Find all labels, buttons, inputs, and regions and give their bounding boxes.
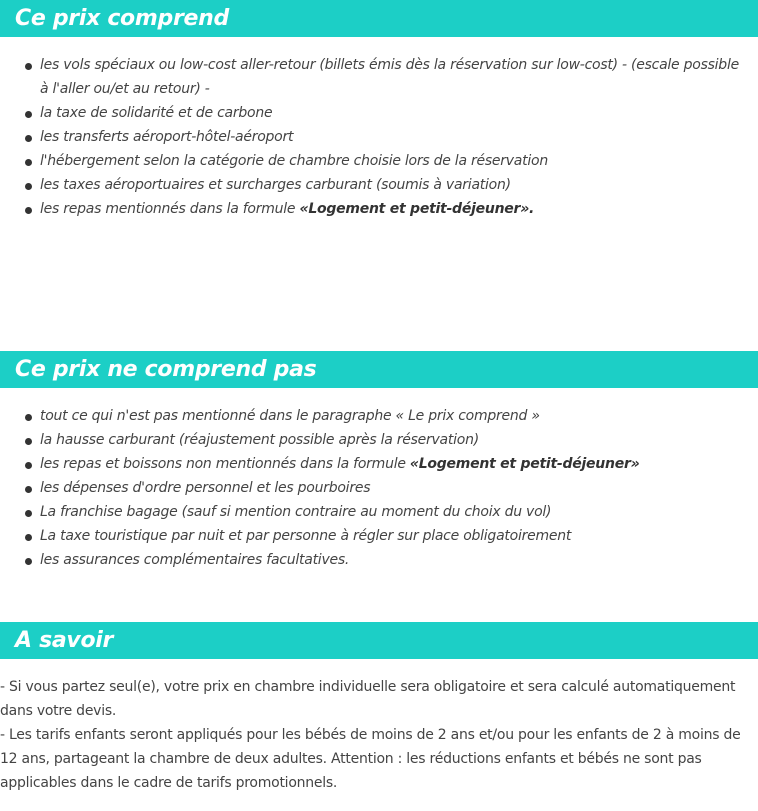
list-item [0, 452, 740, 476]
bullet-icon [25, 462, 32, 469]
list-item-text: La franchise bagage (sauf si mention contraire au moment du choix du vol) [40, 504, 552, 520]
section-title: Ce prix comprend [15, 6, 229, 31]
list-item [0, 476, 740, 500]
list-item [0, 500, 740, 524]
bullet-icon [25, 207, 32, 214]
list-item [0, 524, 740, 548]
list-item-emphasis: «Logement et petit-déjeuner» [409, 456, 640, 472]
list-item [0, 101, 740, 125]
list-item-text: les transferts aéroport-hôtel-aéroport [40, 129, 294, 145]
bullet-icon [25, 414, 32, 421]
list-item [0, 149, 740, 173]
bullet-icon [25, 135, 32, 142]
info-paragraph: - Si vous partez seul(e), votre prix en chambre individuelle sera obligatoire et sera calculé automatiquement dans votre devis. [0, 679, 736, 719]
list-item-text: la taxe de solidarité et de carbone [40, 105, 273, 121]
info-text [0, 675, 752, 795]
list-item-text: tout ce qui n'est pas mentionné dans le paragraphe « Le prix comprend » [40, 408, 540, 424]
bullet-icon [25, 486, 32, 493]
list-item [0, 548, 740, 572]
list-item-text: La taxe touristique par nuit et par personne à régler sur place obligatoirement [40, 528, 572, 544]
list-item-text: les taxes aéroportuaires et surcharges carburant (soumis à variation) [40, 177, 511, 193]
list-item [0, 173, 740, 197]
bullet-icon [25, 63, 32, 70]
section-header-info [0, 622, 758, 659]
list-item-text: l'hébergement selon la catégorie de chambre choisie lors de la réservation [40, 153, 548, 169]
section-title: Ce prix ne comprend pas [15, 357, 317, 382]
bullet-icon [25, 111, 32, 118]
list-item-text: les repas mentionnés dans la formule [40, 201, 300, 217]
bullet-icon [25, 534, 32, 541]
list-item-emphasis: «Logement et petit-déjeuner». [299, 201, 535, 217]
list-item [0, 197, 740, 221]
included-list [0, 53, 740, 221]
list-item-text: les vols spéciaux ou low-cost aller-retour (billets émis dès la réservation sur low-cost) - (escale possible à l'aller ou/et au retour) - [40, 57, 739, 97]
list-item [0, 53, 740, 101]
section-header-included [0, 0, 758, 37]
list-item-text: les assurances complémentaires facultatives. [40, 552, 350, 568]
bullet-icon [25, 183, 32, 190]
section-header-excluded [0, 351, 758, 388]
list-item [0, 428, 740, 452]
bullet-icon [25, 438, 32, 445]
section-title: A savoir [15, 628, 114, 653]
bullet-icon [25, 159, 32, 166]
list-item [0, 404, 740, 428]
list-item-text: la hausse carburant (réajustement possible après la réservation) [40, 432, 479, 448]
bullet-icon [25, 558, 32, 565]
list-item-text: les dépenses d'ordre personnel et les pourboires [40, 480, 371, 496]
bullet-icon [25, 510, 32, 517]
excluded-list [0, 404, 740, 572]
list-item-text: les repas et boissons non mentionnés dans la formule [40, 456, 410, 472]
info-paragraph: - Les tarifs enfants seront appliqués pour les bébés de moins de 2 ans et/ou pour les enfants de 2 à moins de 12 ans, partageant la chambre de deux adultes. Attention : les réductions enfants et bébés ne sont pas applicables dans le cadre de tarifs promotionnels. [0, 727, 741, 791]
list-item [0, 125, 740, 149]
